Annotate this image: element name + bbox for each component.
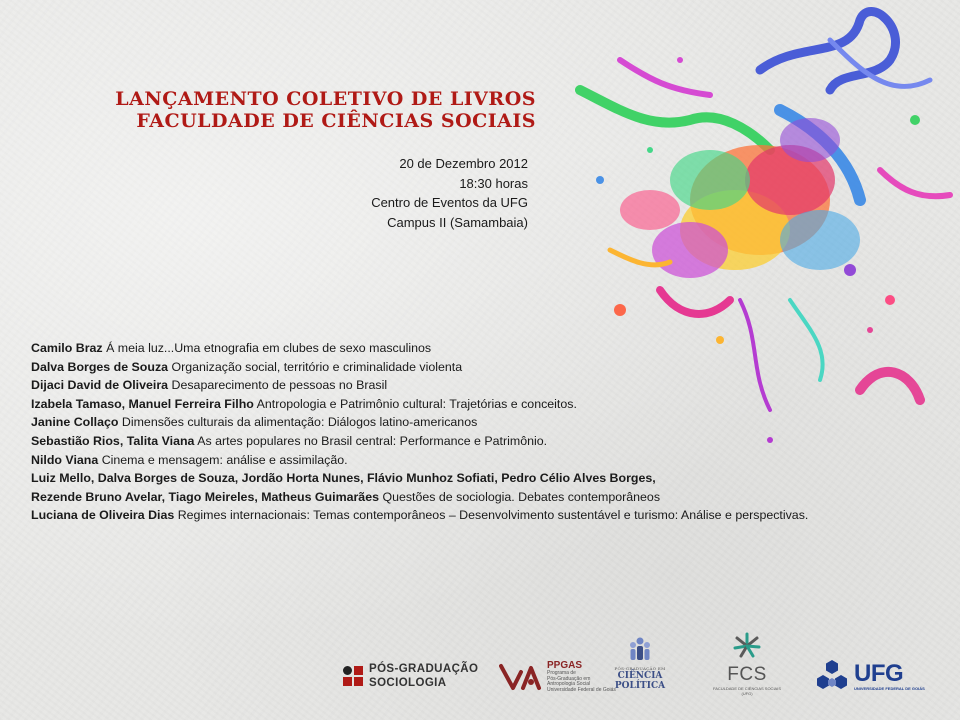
fcs-sub: FACULDADE DE CIÊNCIAS SOCIAIS (UFG) <box>712 686 781 696</box>
cp-top: PÓS-GRADUAÇÃO EM <box>614 666 666 671</box>
book-title: Regimes internacionais: Temas contemporâneos – Desenvolvimento sustentável e turismo: Análise e perspectivas. <box>177 508 809 523</box>
book-authors: Dijaci David de Oliveira <box>31 378 169 393</box>
book-authors: Izabela Tamaso, Manuel Ferreira Filho <box>31 396 254 411</box>
book-title: Antropologia e Patrimônio cultural: Trajetórias e conceitos. <box>256 396 577 411</box>
ppgas-sub4: Universidade Federal de Goiás <box>547 686 616 693</box>
book-item <box>31 358 946 377</box>
book-item <box>31 469 946 488</box>
logo-pg-line1: PÓS-GRADUAÇÃO <box>369 663 479 675</box>
ciencia-politica-logo <box>604 636 676 691</box>
book-authors: Luiz Mello, Dalva Borges de Souza, Jordão Horta Nunes, Flávio Munhoz Sofiati, Pedro Célio Alves Borges, <box>31 471 656 486</box>
ppgas-name: PPGAS <box>547 660 583 671</box>
book-authors: Luciana de Oliveira Dias <box>31 508 175 523</box>
book-title: Questões de sociologia. Debates contemporâneos <box>382 489 661 504</box>
ppgas-logo <box>499 660 616 693</box>
fcs-name: FCS <box>727 664 767 685</box>
event-venue: Centro de Eventos da UFG <box>371 195 528 210</box>
book-item <box>31 451 946 470</box>
book-item <box>31 506 946 525</box>
event-time: 18:30 horas <box>459 175 528 191</box>
sponsor-logos <box>0 620 960 720</box>
book-authors: Janine Collaço <box>31 415 119 430</box>
book-item <box>31 488 946 507</box>
book-item <box>31 395 946 414</box>
title-line-2: FACULDADE DE CIÊNCIAS SOCIAIS <box>136 110 536 132</box>
fcs-burst-icon <box>730 630 764 660</box>
book-title: Cinema e mensagem: análise e assimilação. <box>101 452 348 467</box>
ufg-hexagons-icon <box>814 658 850 694</box>
book-item <box>31 376 946 395</box>
title-line-1: LANÇAMENTO COLETIVO DE LIVROS <box>115 88 536 110</box>
ppgas-sub1: Programa de <box>547 670 576 676</box>
pos-graduacao-sociologia-logo <box>343 662 478 690</box>
ufg-name: UFG <box>854 659 904 687</box>
people-icon <box>625 636 655 662</box>
book-item <box>31 339 946 358</box>
book-title: Desaparecimento de pessoas no Brasil <box>171 378 388 393</box>
event-details <box>300 154 528 232</box>
squares-icon <box>343 666 363 686</box>
book-authors: Dalva Borges de Souza <box>31 359 169 374</box>
book-title: Dimensões culturais da alimentação: Diálogos latino-americanos <box>121 415 478 430</box>
ufg-sub: UNIVERSIDADE FEDERAL DE GOIÁS <box>854 685 925 691</box>
logo-pg-line2: SOCIOLOGIA <box>369 677 447 689</box>
book-list <box>31 339 946 525</box>
cp-line1: CIÊNCIA <box>617 671 663 681</box>
book-authors: Nildo Viana <box>31 452 99 467</box>
book-title: Á meia luz...Uma etnografia em clubes de sexo masculinos <box>106 341 432 355</box>
fcs-logo <box>708 630 786 696</box>
book-authors: Rezende Bruno Avelar, Tiago Meireles, Matheus Guimarães <box>31 489 379 504</box>
ppgas-mark-icon <box>499 662 543 692</box>
event-campus: Campus II (Samambaia) <box>387 214 528 230</box>
book-title: Organização social, território e criminalidade violenta <box>171 359 463 374</box>
book-title: As artes populares no Brasil central: Performance e Patrimônio. <box>197 433 548 448</box>
ufg-logo <box>814 658 925 694</box>
book-authors: Sebastião Rios, Talita Viana <box>31 433 195 448</box>
cp-line2: POLÍTICA <box>614 681 666 691</box>
book-authors: Camilo Braz <box>31 341 103 355</box>
book-item <box>31 432 946 451</box>
event-title <box>26 88 536 132</box>
ppgas-sub3: Antropologia Social <box>547 681 591 687</box>
event-date: 20 de Dezembro 2012 <box>399 156 528 171</box>
ppgas-sub2: Pós-Graduação em <box>547 675 591 682</box>
book-item <box>31 413 946 432</box>
